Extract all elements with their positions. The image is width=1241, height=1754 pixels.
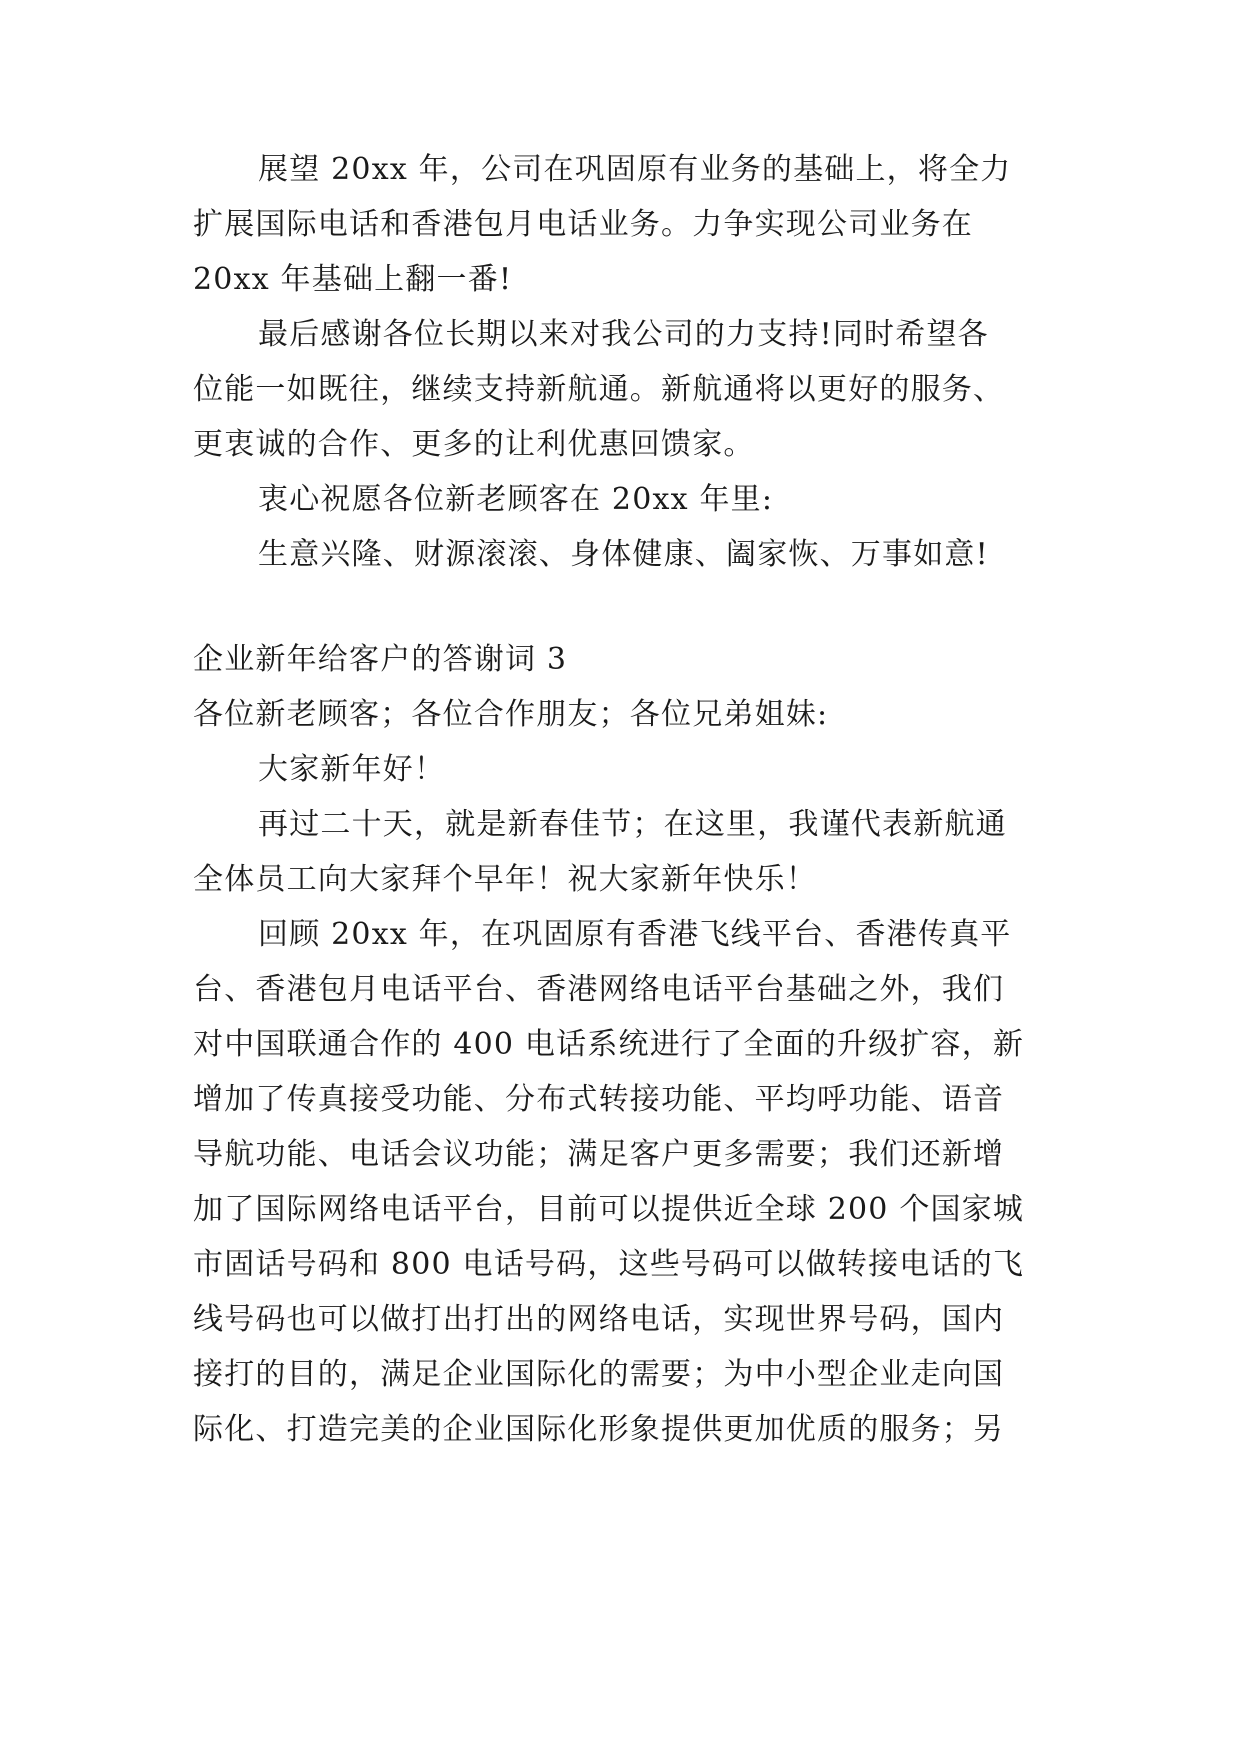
- paragraph-festival-line-2: 全体员工向大家拜个早年！祝大家新年快乐！: [193, 862, 817, 897]
- greeting-line: 各位新老顾客；各位合作朋友；各位兄弟姐妹:: [193, 697, 829, 732]
- paragraph-review-line-1: 回顾 20xx 年，在巩固原有香港飞线平台、香港传真平: [258, 917, 1012, 952]
- paragraph-thanks-line-2: 位能一如既往，继续支持新航通。新航通将以更好的服务、: [193, 372, 1005, 407]
- paragraph-review-line-7: 市固话号码和 800 电话号码，这些号码可以做转接电话的飞: [193, 1247, 1025, 1282]
- section-title: 企业新年给客户的答谢词 3: [193, 642, 568, 677]
- paragraph-outlook-line-1: 展望 20xx 年，公司在巩固原有业务的基础上，将全力: [258, 152, 1012, 187]
- paragraph-thanks-line-1: 最后感谢各位长期以来对我公司的力支持!同时希望各: [258, 317, 989, 352]
- paragraph-review-line-9: 接打的目的，满足企业国际化的需要；为中小型企业走向国: [193, 1357, 1005, 1392]
- paragraph-review-line-5: 导航功能、电话会议功能；满足客户更多需要；我们还新增: [193, 1137, 1005, 1172]
- paragraph-review-line-2: 台、香港包月电话平台、香港网络电话平台基础之外，我们: [193, 972, 1005, 1007]
- paragraph-review-line-3: 对中国联通合作的 400 电话系统进行了全面的升级扩容，新: [193, 1027, 1025, 1062]
- paragraph-review-line-8: 线号码也可以做打出打出的网络电话，实现世界号码，国内: [193, 1302, 1005, 1337]
- paragraph-new-year: 大家新年好！: [258, 752, 446, 787]
- paragraph-review-line-4: 增加了传真接受功能、分布式转接功能、平均呼功能、语音: [193, 1082, 1005, 1117]
- paragraph-review-line-10: 际化、打造完美的企业国际化形象提供更加优质的服务；另: [193, 1412, 1005, 1447]
- paragraph-review-line-6: 加了国际网络电话平台，目前可以提供近全球 200 个国家城: [193, 1192, 1025, 1227]
- paragraph-wishes-intro: 衷心祝愿各位新老顾客在 20xx 年里:: [258, 482, 774, 517]
- paragraph-outlook-line-3: 20xx 年基础上翻一番!: [193, 262, 513, 297]
- paragraph-thanks-line-3: 更衷诚的合作、更多的让利优惠回馈家。: [193, 427, 755, 462]
- paragraph-wishes: 生意兴隆、财源滚滚、身体健康、阖家恢、万事如意!: [258, 537, 989, 572]
- paragraph-outlook-line-2: 扩展国际电话和香港包月电话业务。力争实现公司业务在: [193, 207, 973, 242]
- paragraph-festival-line-1: 再过二十天，就是新春佳节；在这里，我谨代表新航通: [258, 807, 1007, 842]
